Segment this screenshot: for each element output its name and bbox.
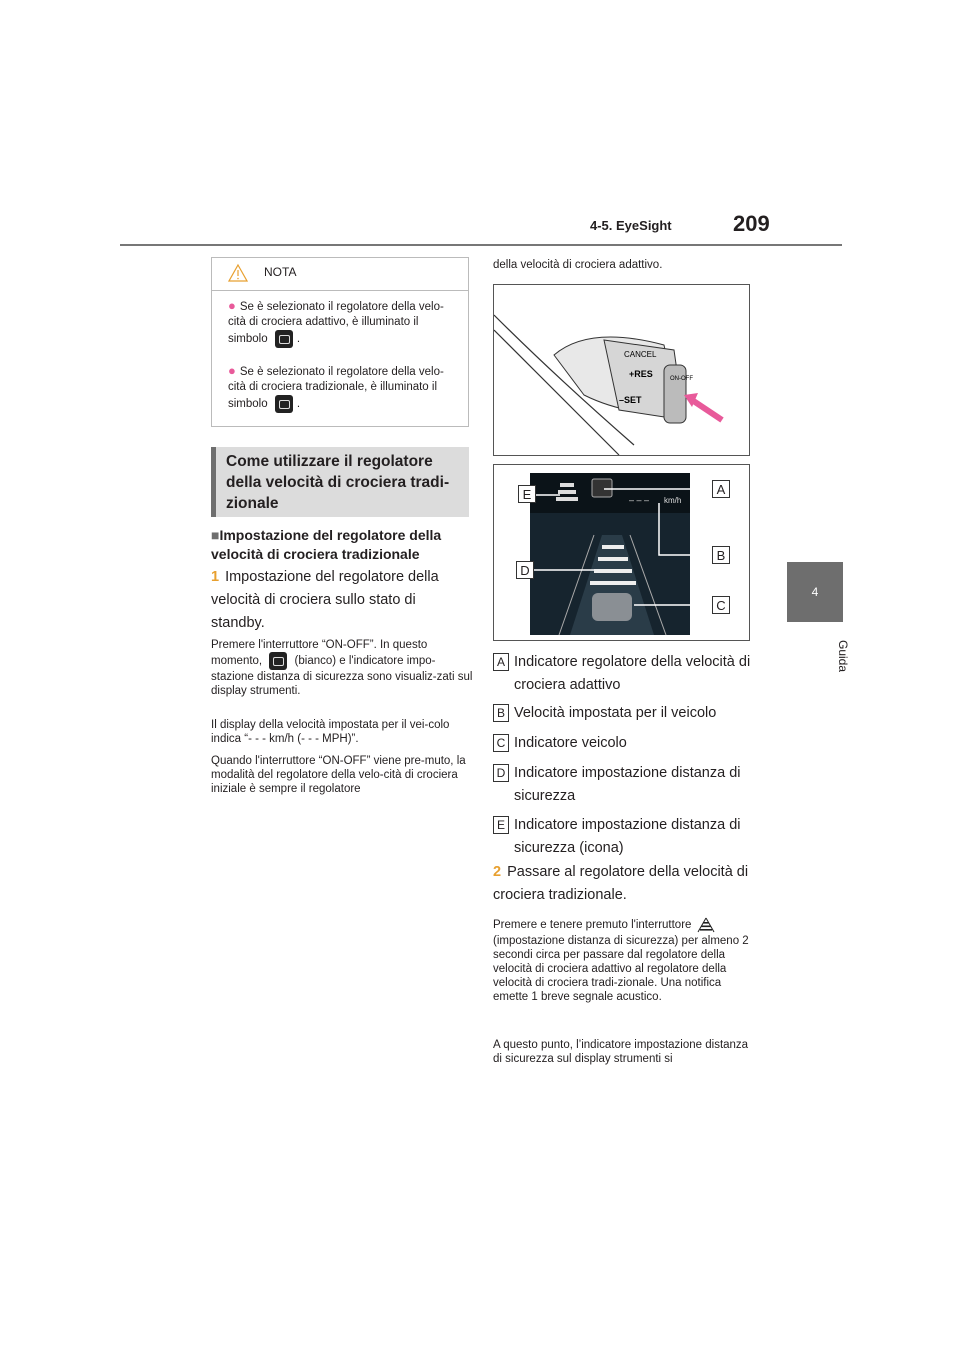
chapter-tab bbox=[787, 562, 843, 622]
vehicle-icon bbox=[592, 593, 632, 621]
warning-icon bbox=[228, 263, 248, 283]
key-item-c: C Indicatore veicolo bbox=[493, 732, 753, 755]
note-header bbox=[212, 258, 468, 291]
paragraph: Premere l'interruttore “ON-OFF”. In questo momento, (bianco) e l'indicatore impo-stazione distanza di sicurezza sono visualiz-zati sul display strumenti. bbox=[211, 639, 473, 697]
label-e: E bbox=[518, 485, 536, 503]
key-item-e: E Indicatore impostazione distanza di sicurezza (icona) bbox=[493, 814, 753, 860]
header-rule bbox=[120, 244, 842, 246]
page-number: 209 bbox=[733, 211, 770, 236]
note-item: ● Se è selezionato il regolatore della velo-cità di crociera tradizionale, è illuminato il simbolo . bbox=[228, 363, 458, 413]
label-a: A bbox=[712, 480, 730, 498]
step-1: 1 Impostazione del regolatore della velocità di crociera sullo stato di standby. bbox=[211, 569, 439, 631]
display-illustration bbox=[493, 464, 750, 641]
adaptive-cruise-icon bbox=[269, 652, 287, 670]
key-item-a: A Indicatore regolatore della velocità di crociera adattivo bbox=[493, 651, 753, 697]
note-title: NOTA bbox=[264, 265, 297, 279]
stalk-illustration bbox=[493, 284, 750, 456]
section-heading: Come utilizzare il regolatore della velocità di crociera tradi-zionale bbox=[226, 453, 450, 512]
chapter-number: 4 bbox=[811, 585, 819, 599]
on-off-label: ON-OFF bbox=[670, 376, 693, 382]
paragraph: A questo punto, l’indicatore impostazione distanza di sicurezza sul display strumenti si bbox=[493, 1039, 749, 1065]
set-label: –SET bbox=[619, 395, 642, 405]
square-bullet-icon: ■ bbox=[211, 527, 220, 543]
label-c: C bbox=[712, 596, 730, 614]
paragraph: Premere e tenere premuto l'interruttore (impostazione distanza di sicurezza) per almeno 2 secondi circa per passare dal regolatore della velocità di crociera adattivo al regolatore della velocità di crociera tradi-zionale. Una notifica emette 1 breve segnale acustico. bbox=[493, 916, 755, 1004]
paragraph: della velocità di crociera adattivo. bbox=[493, 259, 663, 271]
note-box bbox=[211, 257, 469, 427]
conventional-cruise-icon bbox=[275, 395, 293, 413]
paragraph: Il display della velocità impostata per il vei-colo indica “- - - km/h (- - - MPH)”. bbox=[211, 719, 450, 745]
adaptive-cruise-icon bbox=[275, 330, 293, 348]
key-item-b: B Velocità impostata per il veicolo bbox=[493, 702, 753, 725]
section-header bbox=[211, 447, 469, 517]
label-b: B bbox=[712, 546, 730, 564]
res-label: +RES bbox=[629, 369, 653, 379]
paragraph: Quando l'interruttore “ON-OFF” viene pre-muto, la modalità del regolatore della velo-cità di crociera iniziale è sempre il regolatore bbox=[211, 755, 466, 795]
section-title: 4-5. EyeSight bbox=[590, 218, 672, 233]
cancel-label: CANCEL bbox=[624, 350, 657, 359]
subheading: ■Impostazione del regolatore della velocità di crociera tradizionale bbox=[211, 527, 442, 562]
bullet-icon: ● bbox=[228, 363, 236, 378]
stalk-drawing bbox=[494, 285, 749, 455]
note-item: ● Se è selezionato il regolatore della velo-cità di crociera adattivo, è illuminato il simbolo . bbox=[228, 298, 458, 348]
speed-dashes: – – – bbox=[629, 495, 650, 505]
distance-setting-icon bbox=[695, 916, 717, 934]
speed-unit: km/h bbox=[664, 496, 682, 505]
label-d: D bbox=[516, 561, 534, 579]
key-item-d: D Indicatore impostazione distanza di sicurezza bbox=[493, 762, 753, 808]
bullet-icon: ● bbox=[228, 298, 236, 313]
step-2: 2 Passare al regolatore della velocità di crociera tradizionale. bbox=[493, 864, 749, 903]
chapter-label: Guida bbox=[836, 640, 850, 673]
